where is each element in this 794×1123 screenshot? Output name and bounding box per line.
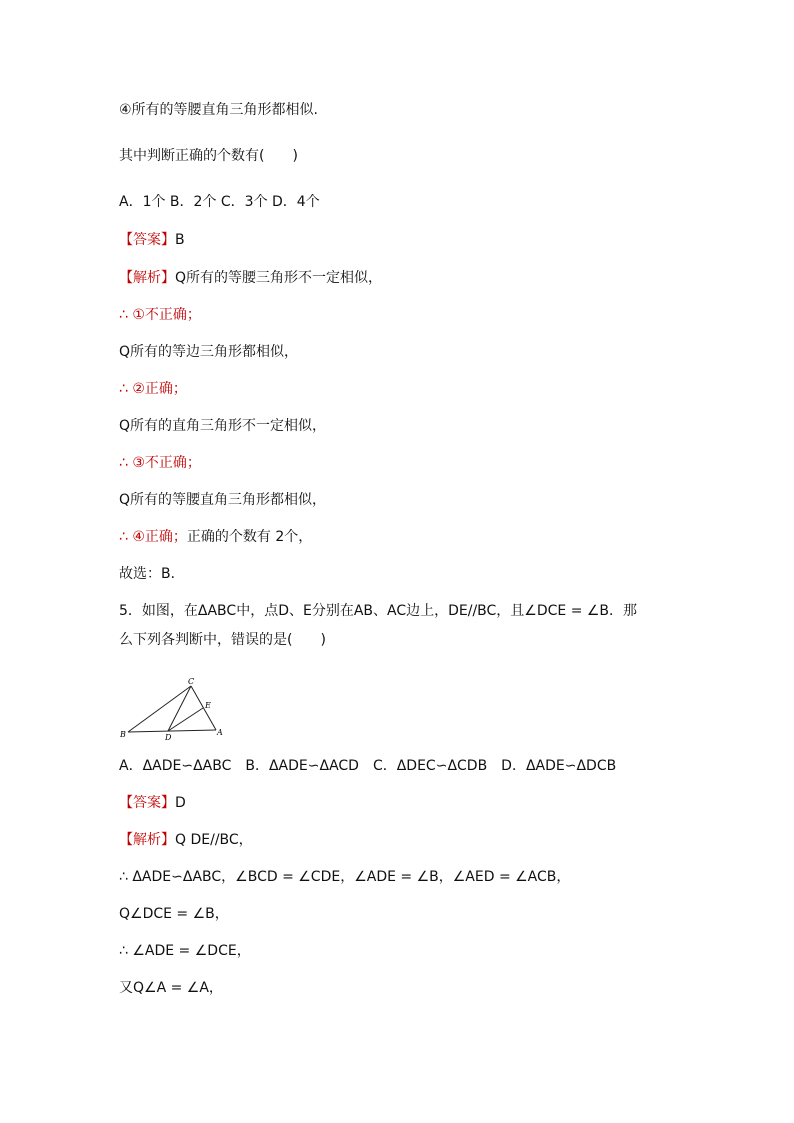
analysis-q4-line2: ∴ ①不正确；: [119, 307, 201, 323]
question-prompt: 其中判断正确的个数有( ): [119, 148, 298, 164]
analysis-q5-line5: 又Q∠A = ∠A，: [119, 980, 223, 996]
analysis-q4-line8: [119, 527, 312, 547]
q5-line1: 5．如图，在ΔABC中，点D、E分别在AB、AC边上，DE//BC，且∠DCE = ∠B．那: [119, 603, 638, 619]
answer-q4: [119, 230, 185, 250]
analysis-q5-line4: ∴ ∠ADE = ∠DCE，: [119, 943, 251, 959]
segment-CA: [191, 686, 216, 730]
q5-line2: 么下列各判断中，错误的是( ): [119, 632, 326, 648]
segment-DC: [168, 686, 191, 731]
analysis-tag: 【解析】: [119, 270, 175, 286]
choice-q4: 故选：B．: [119, 566, 185, 582]
segment-DE: [168, 708, 203, 731]
analysis-q4-line7: Q所有的等腰直角三角形都相似，: [119, 492, 327, 508]
analysis-q5-line2: ∴ ΔADE∽ΔABC，∠BCD = ∠CDE，∠ADE = ∠B，∠AED = ∠ACB，: [119, 869, 571, 885]
label-E: E: [205, 701, 211, 710]
options-q5: A．ΔADE∽ΔABC B．ΔADE∽ΔACD C．ΔDEC∽ΔCDB D．ΔADE∽ΔDCB: [119, 758, 617, 774]
label-A: A: [217, 728, 223, 737]
answer-value: D: [175, 795, 186, 811]
analysis-tag: 【解析】: [119, 832, 175, 848]
correct-count: 正确的个数有 2个，: [186, 529, 313, 545]
answer-tag: 【答案】: [119, 795, 175, 811]
statement-4: ④所有的等腰直角三角形都相似.: [119, 102, 319, 118]
analysis-q5-line1: [119, 830, 253, 850]
analysis-q5-line3: Q∠DCE = ∠B，: [119, 906, 229, 922]
options-q4: A．1个 B．2个 C．3个 D．4个: [119, 194, 320, 210]
answer-value: B: [175, 232, 185, 248]
label-D: D: [165, 733, 172, 741]
analysis-q4-line4: ∴ ②正确；: [119, 381, 187, 397]
analysis-text: Q DE//BC，: [175, 832, 253, 848]
analysis-q4-line1: [119, 268, 382, 288]
segment-BC: [128, 686, 191, 732]
answer-q5: [119, 793, 186, 813]
analysis-q4-line5: Q所有的直角三角形不一定相似，: [119, 418, 327, 434]
analysis-q4-line3: Q所有的等边三角形都相似，: [119, 344, 299, 360]
label-C: C: [188, 677, 195, 686]
analysis-text: Q所有的等腰三角形不一定相似，: [175, 270, 383, 286]
segment-BA: [128, 730, 216, 732]
analysis-q4-line6: ∴ ③不正确；: [119, 455, 201, 471]
label-B: B: [120, 730, 126, 739]
conclusion-4: ∴ ④正确；: [119, 529, 187, 545]
answer-tag: 【答案】: [119, 232, 175, 248]
triangle-figure: [118, 675, 228, 741]
